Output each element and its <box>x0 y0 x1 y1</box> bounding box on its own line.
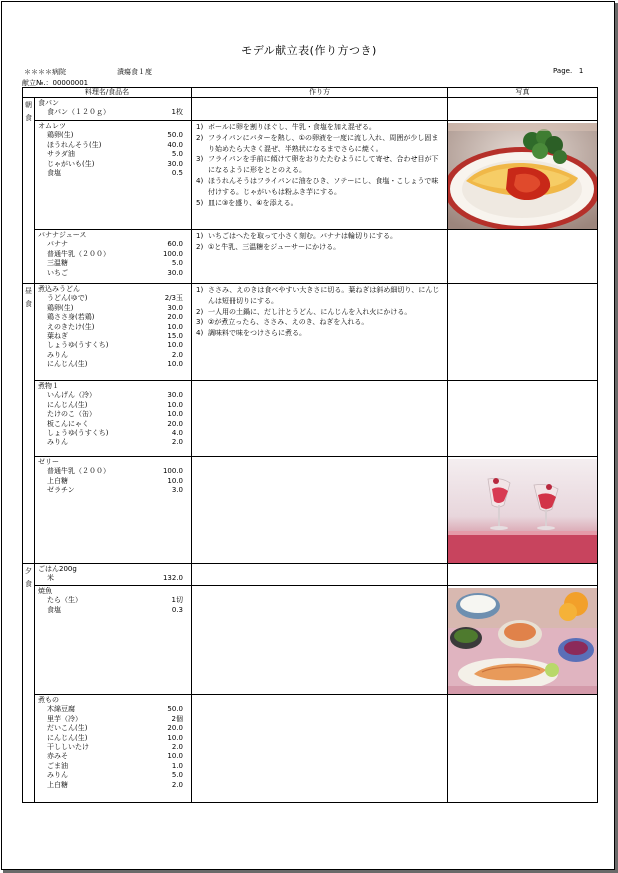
dish-cell <box>35 284 192 381</box>
step-text: ボールに卵を割りほぐし、牛乳・食塩を加え混ぜる。 <box>208 123 376 131</box>
method-cell <box>192 564 448 586</box>
ingredient-row <box>38 294 191 303</box>
dish-cell <box>35 121 192 230</box>
method-step <box>196 154 444 176</box>
page-label: Page. <box>553 67 573 75</box>
ingredient-amount: 10.0 <box>167 733 184 742</box>
method-cell <box>192 586 448 695</box>
method-step <box>196 307 444 318</box>
table-row <box>23 457 598 564</box>
ingredient-row <box>38 304 191 313</box>
ingredient-amount: 40.0 <box>167 140 184 149</box>
ingredient-row <box>38 391 191 400</box>
ingredient-amount: 20.0 <box>167 419 184 428</box>
ingredient-name: みりん <box>47 771 68 780</box>
meal-label-text: 夕食 <box>25 567 32 588</box>
step-number: 1) <box>196 232 204 240</box>
method-step <box>196 176 444 198</box>
ingredient-amount: 5.0 <box>171 259 184 268</box>
photo-cell <box>448 457 598 564</box>
ingredient-amount: 0.5 <box>171 169 184 178</box>
ingredient-name: 三温糖 <box>47 259 68 268</box>
ingredient-amount: 10.0 <box>167 752 184 761</box>
method-step <box>196 231 444 242</box>
dish-name: バナナジュース <box>38 231 87 239</box>
meal-label-breakfast <box>23 98 35 284</box>
table-row <box>23 564 598 586</box>
ingredient-row <box>38 160 191 169</box>
ingredient-name: バナナ <box>47 240 68 249</box>
ingredient-name: にんじん(生) <box>47 400 88 409</box>
ingredient-amount: 100.0 <box>162 467 184 476</box>
ingredient-row <box>38 240 191 249</box>
table-row <box>23 284 598 381</box>
ingredient-amount: 30.0 <box>167 391 184 400</box>
ingredient-name: しょうゆ(うすくち) <box>47 341 109 350</box>
ingredient-amount: 10.0 <box>167 410 184 419</box>
ingredient-amount: 2/3玉 <box>164 294 184 303</box>
meal-label-lunch <box>23 284 35 564</box>
method-cell <box>192 230 448 284</box>
dish-name: オムレツ <box>38 122 66 130</box>
ingredient-row <box>38 108 191 117</box>
ingredient-amount: 2個 <box>171 714 184 723</box>
ingredient-amount: 2.0 <box>171 780 184 789</box>
method-step <box>196 328 444 339</box>
ingredient-amount: 1枚 <box>171 108 184 117</box>
step-text: 調味料で味をつけさらに煮る。 <box>208 329 307 338</box>
dish-name: 煮物１ <box>38 382 59 390</box>
step-number: 1) <box>196 286 204 294</box>
table-row <box>23 98 598 121</box>
ingredient-name: たけのこ（缶） <box>47 410 96 419</box>
step-text: 一人用の土鍋に、だし汁とうどん、にんじんを入れ火にかける。 <box>208 307 412 316</box>
ingredient-name: えのきたけ(生) <box>47 322 95 331</box>
ingredient-row <box>38 429 191 438</box>
ingredient-name: ほうれんそう(生) <box>47 140 102 149</box>
ingredient-row <box>38 420 191 429</box>
ingredient-name: にんじん(生) <box>47 360 88 369</box>
ingredient-name: いちご <box>47 268 68 277</box>
step-text: ①と牛乳、三温糖をジューサーにかける。 <box>208 242 341 251</box>
ingredient-amount: 60.0 <box>167 240 184 249</box>
ingredient-row <box>38 771 191 780</box>
dish-name: 焼魚 <box>38 587 52 595</box>
method-step <box>196 242 444 253</box>
ingredient-amount: 30.0 <box>167 303 184 312</box>
step-text: ほうれんそうはフライパンに油をひき、ソテーにし、食塩・こしょうで味付けする。じゃがいもは粉ふき芋にする。 <box>208 176 439 196</box>
method-cell <box>192 121 448 230</box>
ingredient-name: 鶏卵(生) <box>47 131 74 140</box>
ingredient-row <box>38 332 191 341</box>
ingredient-amount: 10.0 <box>167 476 184 485</box>
ingredient-amount: 132.0 <box>162 574 184 583</box>
dish-cell <box>35 586 192 695</box>
photo-cell <box>448 98 598 121</box>
step-number: 1) <box>196 123 204 131</box>
ingredient-amount: 1切 <box>171 596 184 605</box>
ingredient-name: だいこん(生) <box>47 724 88 733</box>
step-number: 2) <box>196 307 204 316</box>
ingredient-row <box>38 169 191 178</box>
step-number: 4) <box>196 176 204 185</box>
omelet-photo-graphic <box>448 123 597 229</box>
step-number: 2) <box>196 133 204 142</box>
method-step <box>196 133 444 155</box>
ingredient-row <box>38 313 191 322</box>
dish-name: ゼリー <box>38 458 59 466</box>
dish-name: ごはん200g <box>38 565 77 573</box>
table-row <box>23 121 598 230</box>
ingredient-amount: 3.0 <box>171 486 184 495</box>
ingredient-name: 干ししいたけ <box>47 743 89 752</box>
ingredient-name: にんじん(生) <box>47 733 88 742</box>
ingredient-name: 上白糖 <box>47 476 68 485</box>
ingredient-name: みりん <box>47 438 68 447</box>
ingredient-row <box>38 150 191 159</box>
ingredient-name: 鶏ささ身(若鶏) <box>47 313 95 322</box>
ingredient-name: 普通牛乳（２００） <box>47 249 110 258</box>
ingredient-amount: 2.0 <box>171 743 184 752</box>
photo-cell <box>448 695 598 803</box>
menu-number: 献立№.：00000001 <box>22 79 89 87</box>
step-text: いちごはへたを取って小さく刻む。バナナは輪切りにする。 <box>208 232 398 240</box>
ingredient-row <box>38 438 191 447</box>
ingredient-name: 木綿豆腐 <box>47 705 75 714</box>
ingredient-name: うどん(ゆで) <box>47 294 88 303</box>
jelly-photo-graphic <box>448 459 597 563</box>
dish-name: 食パン <box>38 99 59 107</box>
ingredient-name: ゼラチン <box>47 486 75 495</box>
ingredient-row <box>38 467 191 476</box>
ingredient-amount: 10.0 <box>167 322 184 331</box>
method-step <box>196 317 444 328</box>
method-step <box>196 122 444 133</box>
ingredient-name: しょうゆ(うすくち) <box>47 429 109 438</box>
grilled-fish-photo <box>448 588 597 694</box>
step-number: 5) <box>196 198 204 207</box>
method-cell <box>192 98 448 121</box>
ingredient-row <box>38 131 191 140</box>
ingredient-amount: 30.0 <box>167 159 184 168</box>
table-row <box>23 586 598 695</box>
meal-label-dinner <box>23 564 35 803</box>
ingredient-name: 普通牛乳（２００） <box>47 467 110 476</box>
dish-cell <box>35 230 192 284</box>
column-header-method: 作り方 <box>192 88 448 98</box>
page-indicator <box>553 67 583 75</box>
meal-label-text: 朝食 <box>25 101 32 122</box>
ingredient-name: サラダ油 <box>47 150 75 159</box>
ingredient-row <box>38 351 191 360</box>
ingredient-row <box>38 596 191 605</box>
photo-cell <box>448 381 598 457</box>
ingredient-amount: 5.0 <box>171 771 184 780</box>
ingredient-amount: 2.0 <box>171 350 184 359</box>
ingredient-amount: 15.0 <box>167 332 184 341</box>
ingredient-name: たら（生） <box>47 596 82 605</box>
ingredient-name: いんげん（冷） <box>47 391 96 400</box>
photo-cell <box>448 564 598 586</box>
hospital-name: ＊＊＊＊病院 <box>24 68 66 76</box>
ingredient-name: 米 <box>47 574 54 583</box>
method-cell <box>192 381 448 457</box>
ingredient-amount: 10.0 <box>167 341 184 350</box>
ingredient-amount: 30.0 <box>167 268 184 277</box>
diet-type: 潰瘍食１度 <box>117 68 152 76</box>
jelly-photo <box>448 459 597 563</box>
ingredient-amount: 20.0 <box>167 724 184 733</box>
method-cell <box>192 457 448 564</box>
ingredient-name: 赤みそ <box>47 752 68 761</box>
ingredient-name: 食塩 <box>47 169 61 178</box>
table-row <box>23 381 598 457</box>
ingredient-row <box>38 401 191 410</box>
menu-table <box>22 87 598 803</box>
dish-cell <box>35 381 192 457</box>
step-text: ささみ、えのきは食べやすい大きさに切る。葉ねぎは斜め細切り、にんじんは短冊切りにする。 <box>208 286 440 305</box>
ingredient-name: 食パン（１２０ｇ） <box>47 108 110 117</box>
ingredient-amount: 10.0 <box>167 360 184 369</box>
omelet-photo <box>448 123 597 229</box>
ingredient-row <box>38 724 191 733</box>
ingredient-name: 里芋（冷） <box>47 714 82 723</box>
ingredient-row <box>38 360 191 369</box>
photo-cell <box>448 121 598 230</box>
ingredient-amount: 0.3 <box>171 605 184 614</box>
ingredient-row <box>38 781 191 790</box>
grilled-fish-photo-graphic <box>448 588 597 694</box>
ingredient-amount: 2.0 <box>171 438 184 447</box>
photo-cell <box>448 284 598 381</box>
ingredient-amount: 50.0 <box>167 705 184 714</box>
ingredient-name: 上白糖 <box>47 780 68 789</box>
ingredient-name: 葉ねぎ <box>47 332 68 341</box>
ingredient-name: みりん <box>47 350 68 359</box>
ingredient-row <box>38 734 191 743</box>
ingredient-row <box>38 705 191 714</box>
method-cell <box>192 695 448 803</box>
meal-label-text: 昼食 <box>25 287 32 308</box>
page-number: 1 <box>578 67 584 75</box>
table-row <box>23 230 598 284</box>
dish-name: 煮込みうどん <box>38 285 80 293</box>
ingredient-amount: 4.0 <box>171 429 184 438</box>
ingredient-name: 板こんにゃく <box>47 419 89 428</box>
dish-cell <box>35 98 192 121</box>
photo-cell <box>448 230 598 284</box>
dish-cell <box>35 695 192 803</box>
ingredient-amount: 1.0 <box>171 761 184 770</box>
column-header-photo: 写真 <box>448 88 598 98</box>
ingredient-row <box>38 715 191 724</box>
step-text: フライパンにバターを熱し、①の卵液を一度に流し入れ、周囲が少し固まり始めたら大きく混ぜ、半熟状になるまでさらに焼く。 <box>208 133 439 153</box>
ingredient-row <box>38 250 191 259</box>
ingredient-row <box>38 762 191 771</box>
ingredient-amount: 50.0 <box>167 131 184 140</box>
dish-cell <box>35 564 192 586</box>
ingredient-row <box>38 477 191 486</box>
photo-cell <box>448 586 598 695</box>
ingredient-name: 鶏卵(生) <box>47 303 74 312</box>
ingredient-name: ごま油 <box>47 761 68 770</box>
method-step <box>196 198 444 209</box>
ingredient-amount: 5.0 <box>171 150 184 159</box>
ingredient-row <box>38 410 191 419</box>
ingredient-row <box>38 486 191 495</box>
ingredient-amount: 20.0 <box>167 313 184 322</box>
ingredient-row <box>38 606 191 615</box>
step-number: 2) <box>196 242 204 251</box>
table-row <box>23 695 598 803</box>
column-header-dish: 料理名/食品名 <box>23 88 192 98</box>
ingredient-name: 食塩 <box>47 605 61 614</box>
ingredient-row <box>38 259 191 268</box>
ingredient-row <box>38 574 191 583</box>
dish-cell <box>35 457 192 564</box>
method-cell <box>192 284 448 381</box>
ingredient-row <box>38 341 191 350</box>
step-text: フライパンを手前に傾けて卵をおりたたむようにして寄せ、合わせ目が下になるように形をととのえる。 <box>208 155 439 175</box>
ingredient-row <box>38 323 191 332</box>
step-text: 皿に③を盛り、④を添える。 <box>208 198 298 207</box>
step-text: ②が煮立ったら、ささみ、えのき、ねぎを入れる。 <box>208 318 369 327</box>
ingredient-row <box>38 752 191 761</box>
document-title: モデル献立表(作り方つき) <box>241 44 377 57</box>
ingredient-amount: 100.0 <box>162 249 184 258</box>
method-step <box>196 285 444 307</box>
ingredient-amount: 10.0 <box>167 400 184 409</box>
step-number: 3) <box>196 155 204 164</box>
ingredient-name: じゃがいも(生) <box>47 159 95 168</box>
step-number: 4) <box>196 329 204 338</box>
table-header-row <box>23 88 598 98</box>
ingredient-row <box>38 269 191 278</box>
dish-name: 煮もの <box>38 696 59 704</box>
ingredient-row <box>38 141 191 150</box>
step-number: 3) <box>196 318 204 327</box>
